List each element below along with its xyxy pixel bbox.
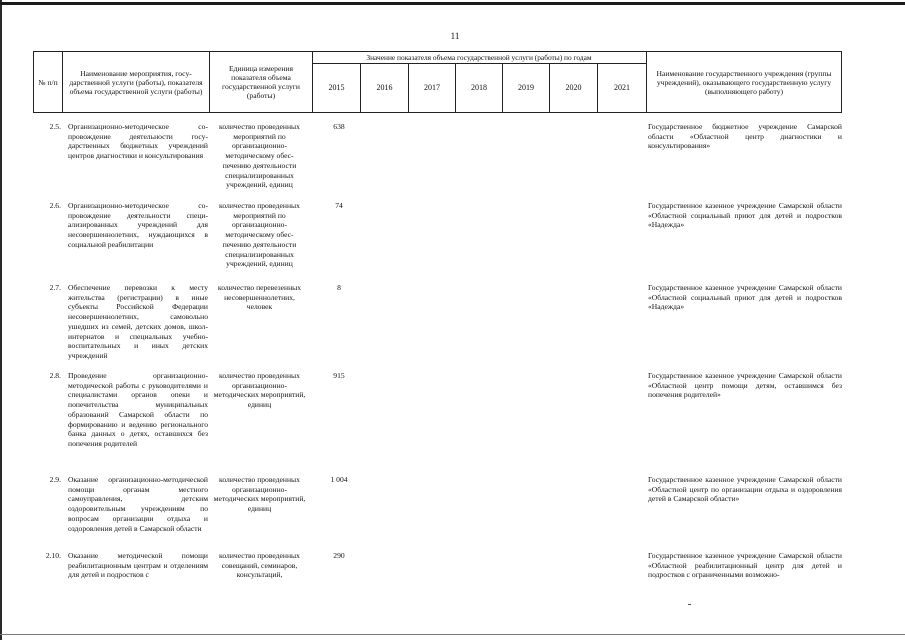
row-number: 2.6. bbox=[49, 201, 61, 210]
row-institution: Государственное казенное учреждение Самарской области «Областной реабилитационный центр для детей и подростков с ограниченными возможно- bbox=[648, 551, 842, 580]
header-year: 2021 bbox=[614, 83, 630, 92]
row-activity-name: Организационно-методическое сопровождение деятельности государственных бюджетных учреждений центров диагностики и консультирования bbox=[68, 122, 208, 161]
header-year: 2019 bbox=[518, 83, 534, 92]
row-activity-name: Оказание организационно-методической помощи органам местного самоуправления, детским оздоровительным учреждениям по вопросам организации отдыха и оздоровления детей в Самарской области bbox=[68, 475, 208, 533]
row-activity-name: Обеспечение перевозки к месту жительства (регистрации) в иные субъекты Российской Федерации несовершеннолетних, самовольно ушедших из семей, детских домов, школ-интернатов и специальных учебно-воспитательных и иных детских учреждений bbox=[68, 283, 208, 360]
row-institution: Государственное бюджетное учреждение Самарской области «Областной центр диагностики и консультирования» bbox=[648, 122, 842, 151]
header-year: 2016 bbox=[376, 83, 393, 92]
row-number: 2.10. bbox=[45, 551, 61, 560]
table-header bbox=[33, 51, 842, 113]
row-institution: Государственное казенное учреждение Самарской области «Областной центр помощи детям, оставшимся без попечения родителей» bbox=[648, 371, 842, 400]
row-unit: количество проведенных мероприятий по организационно-методическому обеспечению деятельности специализированных учреждений, единиц bbox=[219, 122, 300, 190]
row-value-2015: 74 bbox=[335, 201, 343, 210]
row-unit: количество перевезенных несовершеннолетних, человек bbox=[217, 283, 302, 312]
scan-speck bbox=[688, 604, 691, 605]
row-activity-name: Организационно-методическое сопровождение деятельности специализированных учреждений для несовершеннолетних, нуждающихся в социальной реабилитации bbox=[68, 201, 208, 249]
row-institution: Государственное казенное учреждение Самарской области «Областной центр по организации отдыха и оздоровления детей в Самарской области» bbox=[648, 475, 842, 504]
row-value-2015: 290 bbox=[333, 551, 345, 560]
scan-left-edge bbox=[0, 0, 2, 640]
page-number: 11 bbox=[450, 31, 460, 41]
header-year: 2015 bbox=[328, 83, 345, 92]
bottom-border-line bbox=[0, 634, 905, 635]
header-name: Наименование мероприятия, государственной услуги (работы), показателя объема государственной услуги (работы) bbox=[69, 68, 203, 96]
header-year: 2017 bbox=[424, 83, 440, 92]
row-unit: количество проведенных мероприятий по организационно-методическому обеспечению деятельности специализированных учреждений, единиц bbox=[219, 201, 300, 269]
header-number: № п/п bbox=[38, 77, 58, 87]
row-number: 2.5. bbox=[49, 122, 61, 131]
row-value-2015: 8 bbox=[337, 283, 341, 292]
row-number: 2.7. bbox=[49, 283, 61, 292]
row-unit: количество проведенных организационно-методических мероприятий, единиц bbox=[213, 371, 306, 410]
header-institution: Наименование государственного учреждения (группы учреждений), оказывающего государственную услугу (выполняющего работу) bbox=[656, 68, 832, 96]
row-unit: количество проведенных совещаний, семинаров, консультаций, bbox=[219, 551, 300, 580]
row-value-2015: 915 bbox=[333, 371, 345, 380]
header-unit: Единица измерения показателя объема государственной услуги (работы) bbox=[222, 64, 300, 100]
row-unit: количество проведенных организационно-методических мероприятий, единиц bbox=[213, 475, 306, 514]
row-number: 2.9. bbox=[49, 475, 61, 484]
row-number: 2.8. bbox=[49, 371, 61, 380]
header-year: 2020 bbox=[565, 83, 582, 92]
row-value-2015: 1 004 bbox=[330, 475, 348, 484]
row-institution: Государственное казенное учреждение Самарской области «Областной социальный приют для детей и подростков «Надежда» bbox=[648, 201, 842, 230]
row-value-2015: 638 bbox=[333, 122, 345, 131]
header-year: 2018 bbox=[471, 83, 487, 92]
row-activity-name: Проведение организационно-методической работы с руководителями и специалистами органов опеки и попечительства муниципальных образований Самарской области по формированию и ведению регионального банка данных о детях, оставшихся без попечения родителей bbox=[68, 371, 208, 448]
top-border-line bbox=[0, 2, 905, 5]
row-activity-name: Оказание методической помощи реабилитационным центрам и отделениям для детей и подростков с bbox=[68, 551, 208, 580]
row-institution: Государственное казенное учреждение Самарской области «Областной социальный приют для детей и подростков «Надежда» bbox=[648, 283, 842, 312]
header-years-group: Значение показателя объема государственной услуги (работы) по годам bbox=[366, 53, 592, 62]
